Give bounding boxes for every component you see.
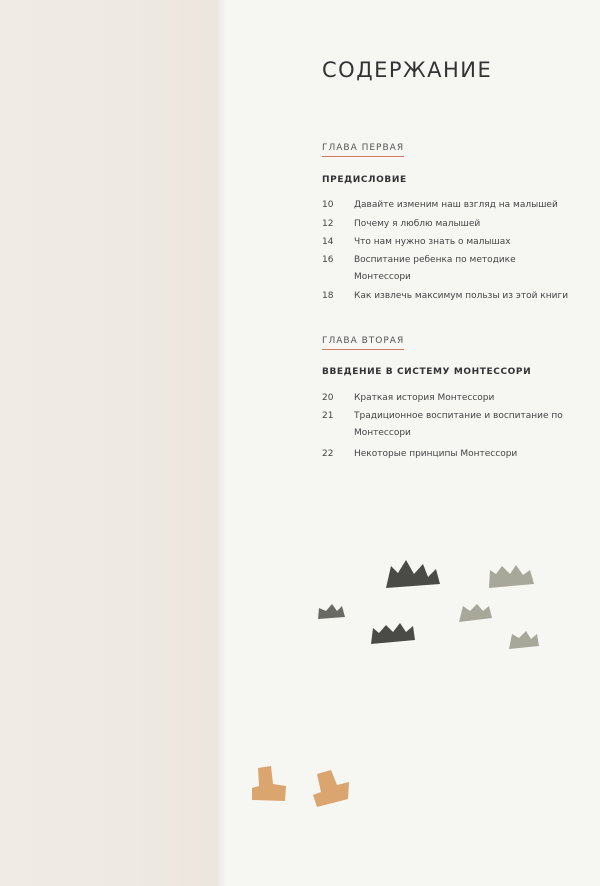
toc-entry-page: 18: [322, 291, 334, 301]
toc-title: СОДЕРЖАНИЕ: [322, 58, 493, 82]
toc-entry-page: 21: [322, 411, 334, 421]
chapter-1-label: ГЛАВА ПЕРВАЯ: [322, 143, 404, 157]
toc-entry-line: Воспитание ребенка по методике: [354, 255, 516, 265]
toc-entry-line: Давайте изменим наш взгляд на малышей: [354, 200, 558, 210]
toc-entry-page: 16: [322, 255, 334, 265]
boot-icon: [252, 766, 286, 801]
crown-icon: [509, 631, 539, 649]
chapter-2-section-title: ВВЕДЕНИЕ В СИСТЕМУ МОНТЕССОРИ: [322, 367, 532, 377]
toc-entry-line: Монтессори: [354, 428, 411, 438]
toc-entry-line: Краткая история Монтессори: [354, 393, 495, 403]
toc-entry-page: 12: [322, 219, 334, 229]
crown-icon: [459, 604, 492, 622]
toc-entry-line: Монтессори: [354, 272, 411, 282]
toc-entry-line: Почему я люблю малышей: [354, 219, 481, 229]
toc-entry-line: Что нам нужно знать о малышах: [354, 237, 511, 247]
toc-entry-line: Традиционное воспитание и воспитание по: [354, 411, 563, 421]
crown-icon: [489, 565, 534, 588]
toc-entry-page: 20: [322, 393, 334, 403]
toc-entry-page: 10: [322, 200, 334, 210]
toc-entry-page: 22: [322, 449, 334, 459]
toc-entry-line: Некоторые принципы Монтессори: [354, 449, 518, 459]
chapter-2-label: ГЛАВА ВТОРАЯ: [322, 336, 404, 350]
toc-entry-page: 14: [322, 237, 334, 247]
crown-icon: [386, 560, 440, 588]
crown-icon: [318, 604, 345, 619]
boot-icon: [313, 770, 349, 807]
toc-entry-line: Как извлечь максимум пользы из этой книги: [354, 291, 569, 301]
chapter-1-section-title: ПРЕДИСЛОВИЕ: [322, 175, 407, 185]
crown-icon: [371, 623, 415, 644]
